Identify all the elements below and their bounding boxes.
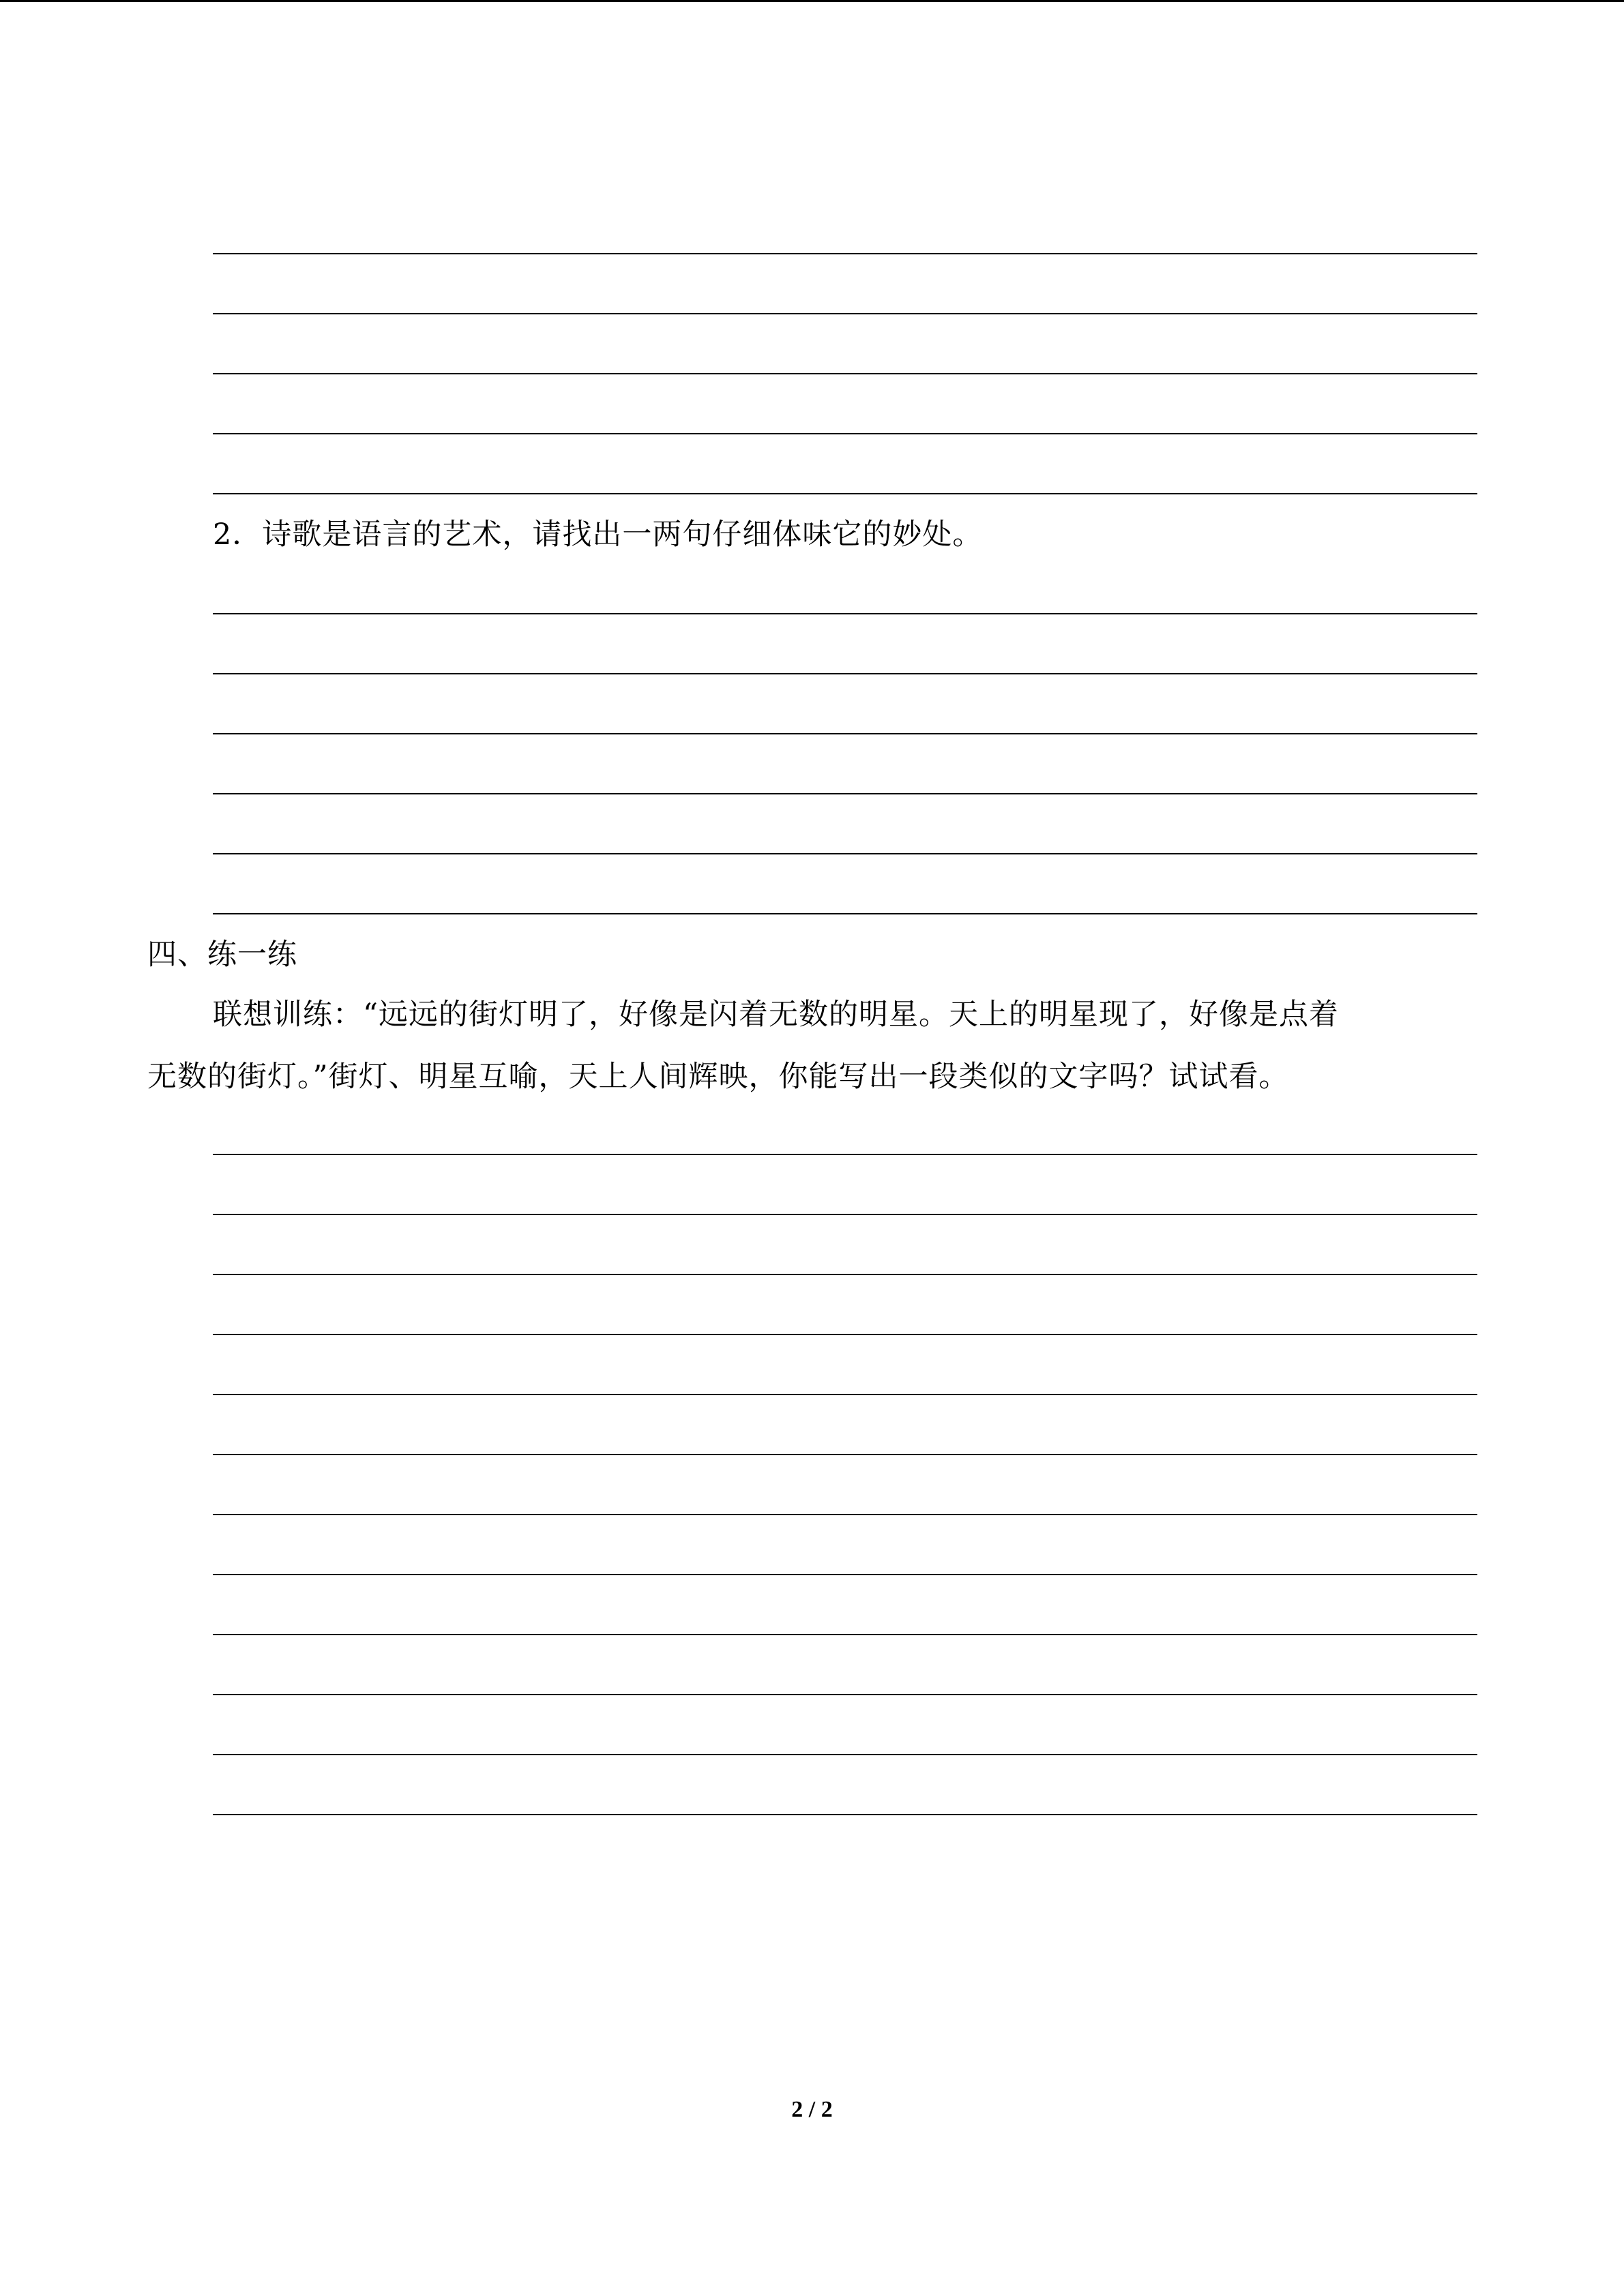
- answer-line[interactable]: [213, 1574, 1477, 1575]
- answer-line[interactable]: [213, 1154, 1477, 1155]
- answer-line[interactable]: [213, 373, 1477, 374]
- answer-line[interactable]: [213, 733, 1477, 734]
- answer-line[interactable]: [213, 1454, 1477, 1455]
- page-top-border: [0, 0, 1624, 2]
- answer-line[interactable]: [213, 433, 1477, 434]
- answer-line[interactable]: [213, 1394, 1477, 1395]
- answer-line[interactable]: [213, 913, 1477, 914]
- answer-line[interactable]: [213, 1694, 1477, 1695]
- answer-line[interactable]: [213, 1514, 1477, 1515]
- answer-line[interactable]: [213, 1754, 1477, 1755]
- answer-line[interactable]: [213, 1814, 1477, 1815]
- answer-line[interactable]: [213, 1274, 1477, 1275]
- page-number: 2 / 2: [791, 2097, 833, 2122]
- answer-line[interactable]: [213, 1334, 1477, 1335]
- answer-line[interactable]: [213, 613, 1477, 614]
- answer-line[interactable]: [213, 1634, 1477, 1635]
- answer-line[interactable]: [213, 493, 1477, 494]
- answer-line[interactable]: [213, 1214, 1477, 1215]
- answer-line[interactable]: [213, 253, 1477, 254]
- section-4-prompt-line-1: 联想训练：“远远的街灯明了，好像是闪着无数的明星。天上的明星现了，好像是点着: [213, 998, 1339, 1032]
- answer-line[interactable]: [213, 313, 1477, 314]
- section-4-prompt-line-2: 无数的街灯。”街灯、明星互喻，天上人间辉映，你能写出一段类似的文字吗？试试看。: [147, 1060, 1289, 1094]
- answer-line[interactable]: [213, 793, 1477, 794]
- answer-line[interactable]: [213, 673, 1477, 674]
- section-4-heading: 四、练一练: [147, 938, 297, 972]
- question-2-text: 2．诗歌是语言的艺术，请找出一两句仔细体味它的妙处。: [213, 518, 983, 552]
- answer-line[interactable]: [213, 853, 1477, 854]
